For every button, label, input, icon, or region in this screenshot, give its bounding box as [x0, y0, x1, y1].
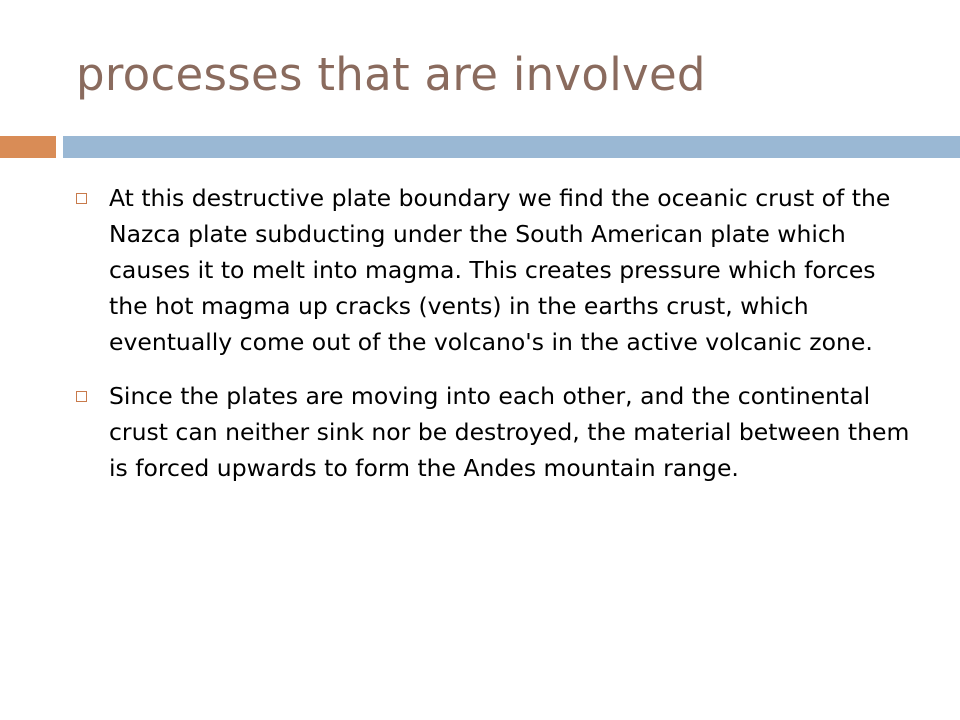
hollow-square-bullet-icon — [76, 193, 87, 204]
bullet-text: Since the plates are moving into each other, and the continental crust can neither sink nor be destroyed, the material between them is forced upwards to form the Andes mountain range. — [109, 382, 910, 482]
bullet-list — [76, 180, 916, 504]
title-rule-bar — [63, 136, 960, 158]
hollow-square-bullet-icon — [76, 391, 87, 402]
slide-title: processes that are involved — [76, 48, 706, 101]
bullet-item — [76, 180, 916, 360]
bullet-item — [76, 378, 916, 486]
bullet-text: At this destructive plate boundary we find the oceanic crust of the Nazca plate subducting under the South American plate which causes it to melt into magma. This creates pressure which forces the hot magma up cracks (vents) in the earths crust, which eventually come out of the volcano's in the active volcanic zone. — [109, 184, 891, 356]
title-accent-bar — [0, 136, 56, 158]
